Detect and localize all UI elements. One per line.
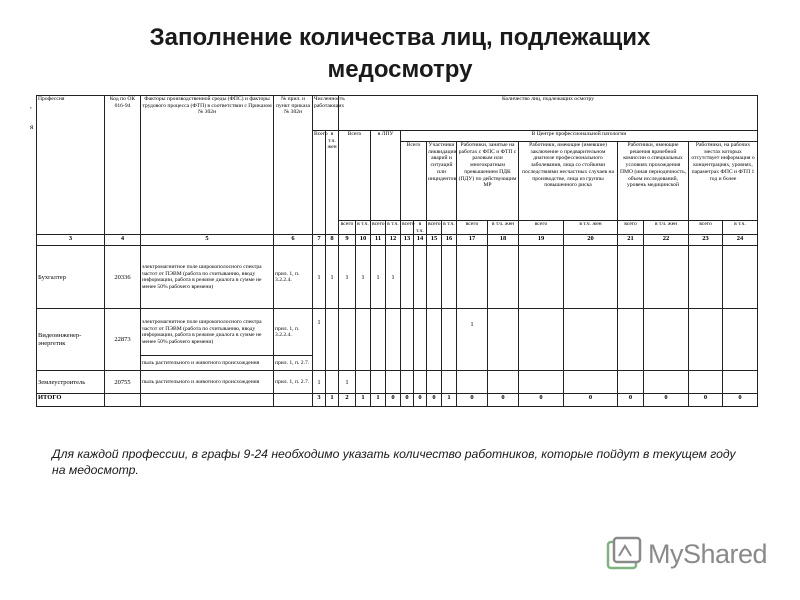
th-code: Код по ОК 016-94 [105, 96, 141, 235]
total-value: 0 [618, 394, 644, 407]
col-number: 10 [356, 235, 371, 246]
col-number: 23 [689, 235, 723, 246]
cell-value: 1 [339, 371, 356, 394]
row-factor: электромагнитное поле широкополосного спектра частот от ПЭВМ (работа по считыванию, вводу информации, работа в режиме диалога в сумме не менее 50% рабочего времени) [141, 246, 274, 309]
row-profession: Видеоинженер-энергетик [37, 309, 105, 371]
col-number: 4 [105, 235, 141, 246]
col-number: 21 [618, 235, 644, 246]
col-number: 15 [427, 235, 442, 246]
total-value: 0 [401, 394, 414, 407]
col-number: 7 [313, 235, 326, 246]
cell-value: 1 [386, 246, 401, 309]
myshared-logo-text: MyShared [648, 538, 768, 569]
col-number: 6 [274, 235, 313, 246]
total-value: 1 [356, 394, 371, 407]
total-value: 1 [442, 394, 457, 407]
th-center: В Центре профессиональной патологии [401, 131, 758, 142]
total-value: 0 [723, 394, 758, 407]
total-value: 3 [313, 394, 326, 407]
inspection-table-sheet [36, 95, 755, 435]
total-label: ИТОГО [37, 394, 105, 407]
col-number: 3 [37, 235, 105, 246]
cell-value: 1 [457, 309, 488, 371]
title-line-2: медосмотру [327, 56, 473, 83]
col-number: 8 [326, 235, 339, 246]
th-sub: всего [339, 221, 356, 235]
col-number: 14 [414, 235, 427, 246]
total-value: 0 [414, 394, 427, 407]
th-sub: в т.ч. [386, 221, 401, 235]
th-sub: в т.ч. жен [644, 221, 689, 235]
cell-value: 1 [313, 246, 326, 309]
th-sub: в т.ч. жен [488, 221, 519, 235]
total-value: 2 [339, 394, 356, 407]
th-workers-none: Работники, на рабочих местах которых отсутствует информация о концентрациях, уровнях, параметрах ФПС и ФТП 1 год и более [689, 142, 758, 221]
header-row-1 [37, 96, 758, 131]
total-value: 0 [488, 394, 519, 407]
th-sub: всего [689, 221, 723, 235]
table-row [37, 371, 758, 394]
title-line-1: Заполнение количества лиц, подлежащих [149, 24, 651, 51]
th-sub: всего [401, 221, 414, 235]
th-sub: всего [371, 221, 386, 235]
row-factor: электромагнитное поле широкополосного спектра частот от ПЭВМ (работа по считыванию, вводу информации, работа в режиме диалога в сумме не менее 50% рабочего времени) [141, 309, 274, 356]
th-participants: Участники ликвидации аварий и ситуаций или инцидентов [427, 142, 457, 221]
th-workers-5y: Работники, занятые на работах с ФПС и ФТП с разовым или многократным превышением ПДК (ПДУ) по действующим МР [457, 142, 519, 221]
th-order: № прил. и пункт приказа № 302н [274, 96, 313, 235]
th-in-lpu: в ЛПУ [371, 131, 401, 221]
th-in-tch: в т.ч. жен [326, 131, 339, 235]
col-number: 19 [519, 235, 564, 246]
total-row [37, 394, 758, 407]
th-vsego: Всего [313, 131, 326, 235]
myshared-logo [606, 536, 767, 572]
th-sub: в т.ч. [414, 221, 427, 235]
side-mark-1: , [30, 102, 32, 110]
table-row [37, 309, 758, 356]
col-number: 20 [564, 235, 618, 246]
cell-value: 1 [339, 246, 356, 309]
myshared-logo-icon [606, 536, 642, 572]
col-number: 18 [488, 235, 519, 246]
th-sub: в т.ч. [356, 221, 371, 235]
row-profession: Бухгалтер [37, 246, 105, 309]
cell-value: 1 [356, 246, 371, 309]
row-code: 20336 [105, 246, 141, 309]
col-number: 11 [371, 235, 386, 246]
total-value: 0 [644, 394, 689, 407]
slide-title [0, 22, 800, 86]
cell-value: 1 [326, 246, 339, 309]
total-value: 0 [519, 394, 564, 407]
cell-value: 1 [313, 309, 326, 371]
th-count-top: Количество лиц, подлежащих осмотру [339, 96, 758, 131]
row-factor: пыль растительного и животного происхождения [141, 356, 274, 371]
total-value: 0 [427, 394, 442, 407]
th-vsego-2: Всего [339, 131, 371, 221]
th-sub: всего [519, 221, 564, 235]
total-value: 1 [371, 394, 386, 407]
row-factor: пыль растительного и животного происхождения [141, 371, 274, 394]
th-sub: в т.ч. [723, 221, 758, 235]
col-number: 13 [401, 235, 414, 246]
col-number: 22 [644, 235, 689, 246]
col-number: 24 [723, 235, 758, 246]
th-sub: в т.ч. [442, 221, 457, 235]
th-sub: всего [427, 221, 442, 235]
cell-value: 1 [313, 371, 326, 394]
total-value: 0 [386, 394, 401, 407]
row-code: 22873 [105, 309, 141, 371]
total-value: 0 [689, 394, 723, 407]
total-value: 1 [326, 394, 339, 407]
th-factors: Факторы производственной среды (ФПС) и факторы трудового процесса (ФТП) в соответствии с Приказом № 302н [141, 96, 274, 235]
th-profession: Профессия [37, 96, 105, 235]
row-order: прил. 1, п. 3.2.2.4. [274, 309, 313, 356]
th-workers-commission: Работники, имеющие решения врачебной комиссии о специальных условиях прохождения ПМО (иная периодичность, объем исследований, уровень медицинской [618, 142, 689, 221]
row-order: прил. 1, п. 3.2.2.4. [274, 246, 313, 309]
col-number: 16 [442, 235, 457, 246]
row-order: прил. 1, п. 2.7. [274, 371, 313, 394]
th-sub: в т.ч. жен [564, 221, 618, 235]
col-number: 5 [141, 235, 274, 246]
column-number-row [37, 235, 758, 246]
inspection-table [36, 95, 758, 407]
total-value: 0 [564, 394, 618, 407]
th-headcount: Численность работающих [313, 96, 339, 131]
th-sub: всего [618, 221, 644, 235]
side-mark-2: я [30, 123, 34, 131]
cell-value: 1 [371, 246, 386, 309]
slide-caption: Для каждой профессии, в графы 9-24 необходимо указать количество работников, которые пойдут в текущем году на медосмотр. [52, 447, 736, 477]
total-value: 0 [457, 394, 488, 407]
col-number: 9 [339, 235, 356, 246]
th-sub: всего [457, 221, 488, 235]
row-profession: Землеустроитель [37, 371, 105, 394]
col-number: 12 [386, 235, 401, 246]
row-order: прил. 1, п. 2.7. [274, 356, 313, 371]
th-vsego-3: Всего [401, 142, 427, 221]
th-workers-prof: Работники, имеющие (имевшие) заключение о предварительном диагнозе профессионального заболевания, лица со стойкими последствиями несчастных случаев на производстве, лица из группы повышенного риска [519, 142, 618, 221]
col-number: 17 [457, 235, 488, 246]
table-row [37, 246, 758, 309]
row-code: 20755 [105, 371, 141, 394]
